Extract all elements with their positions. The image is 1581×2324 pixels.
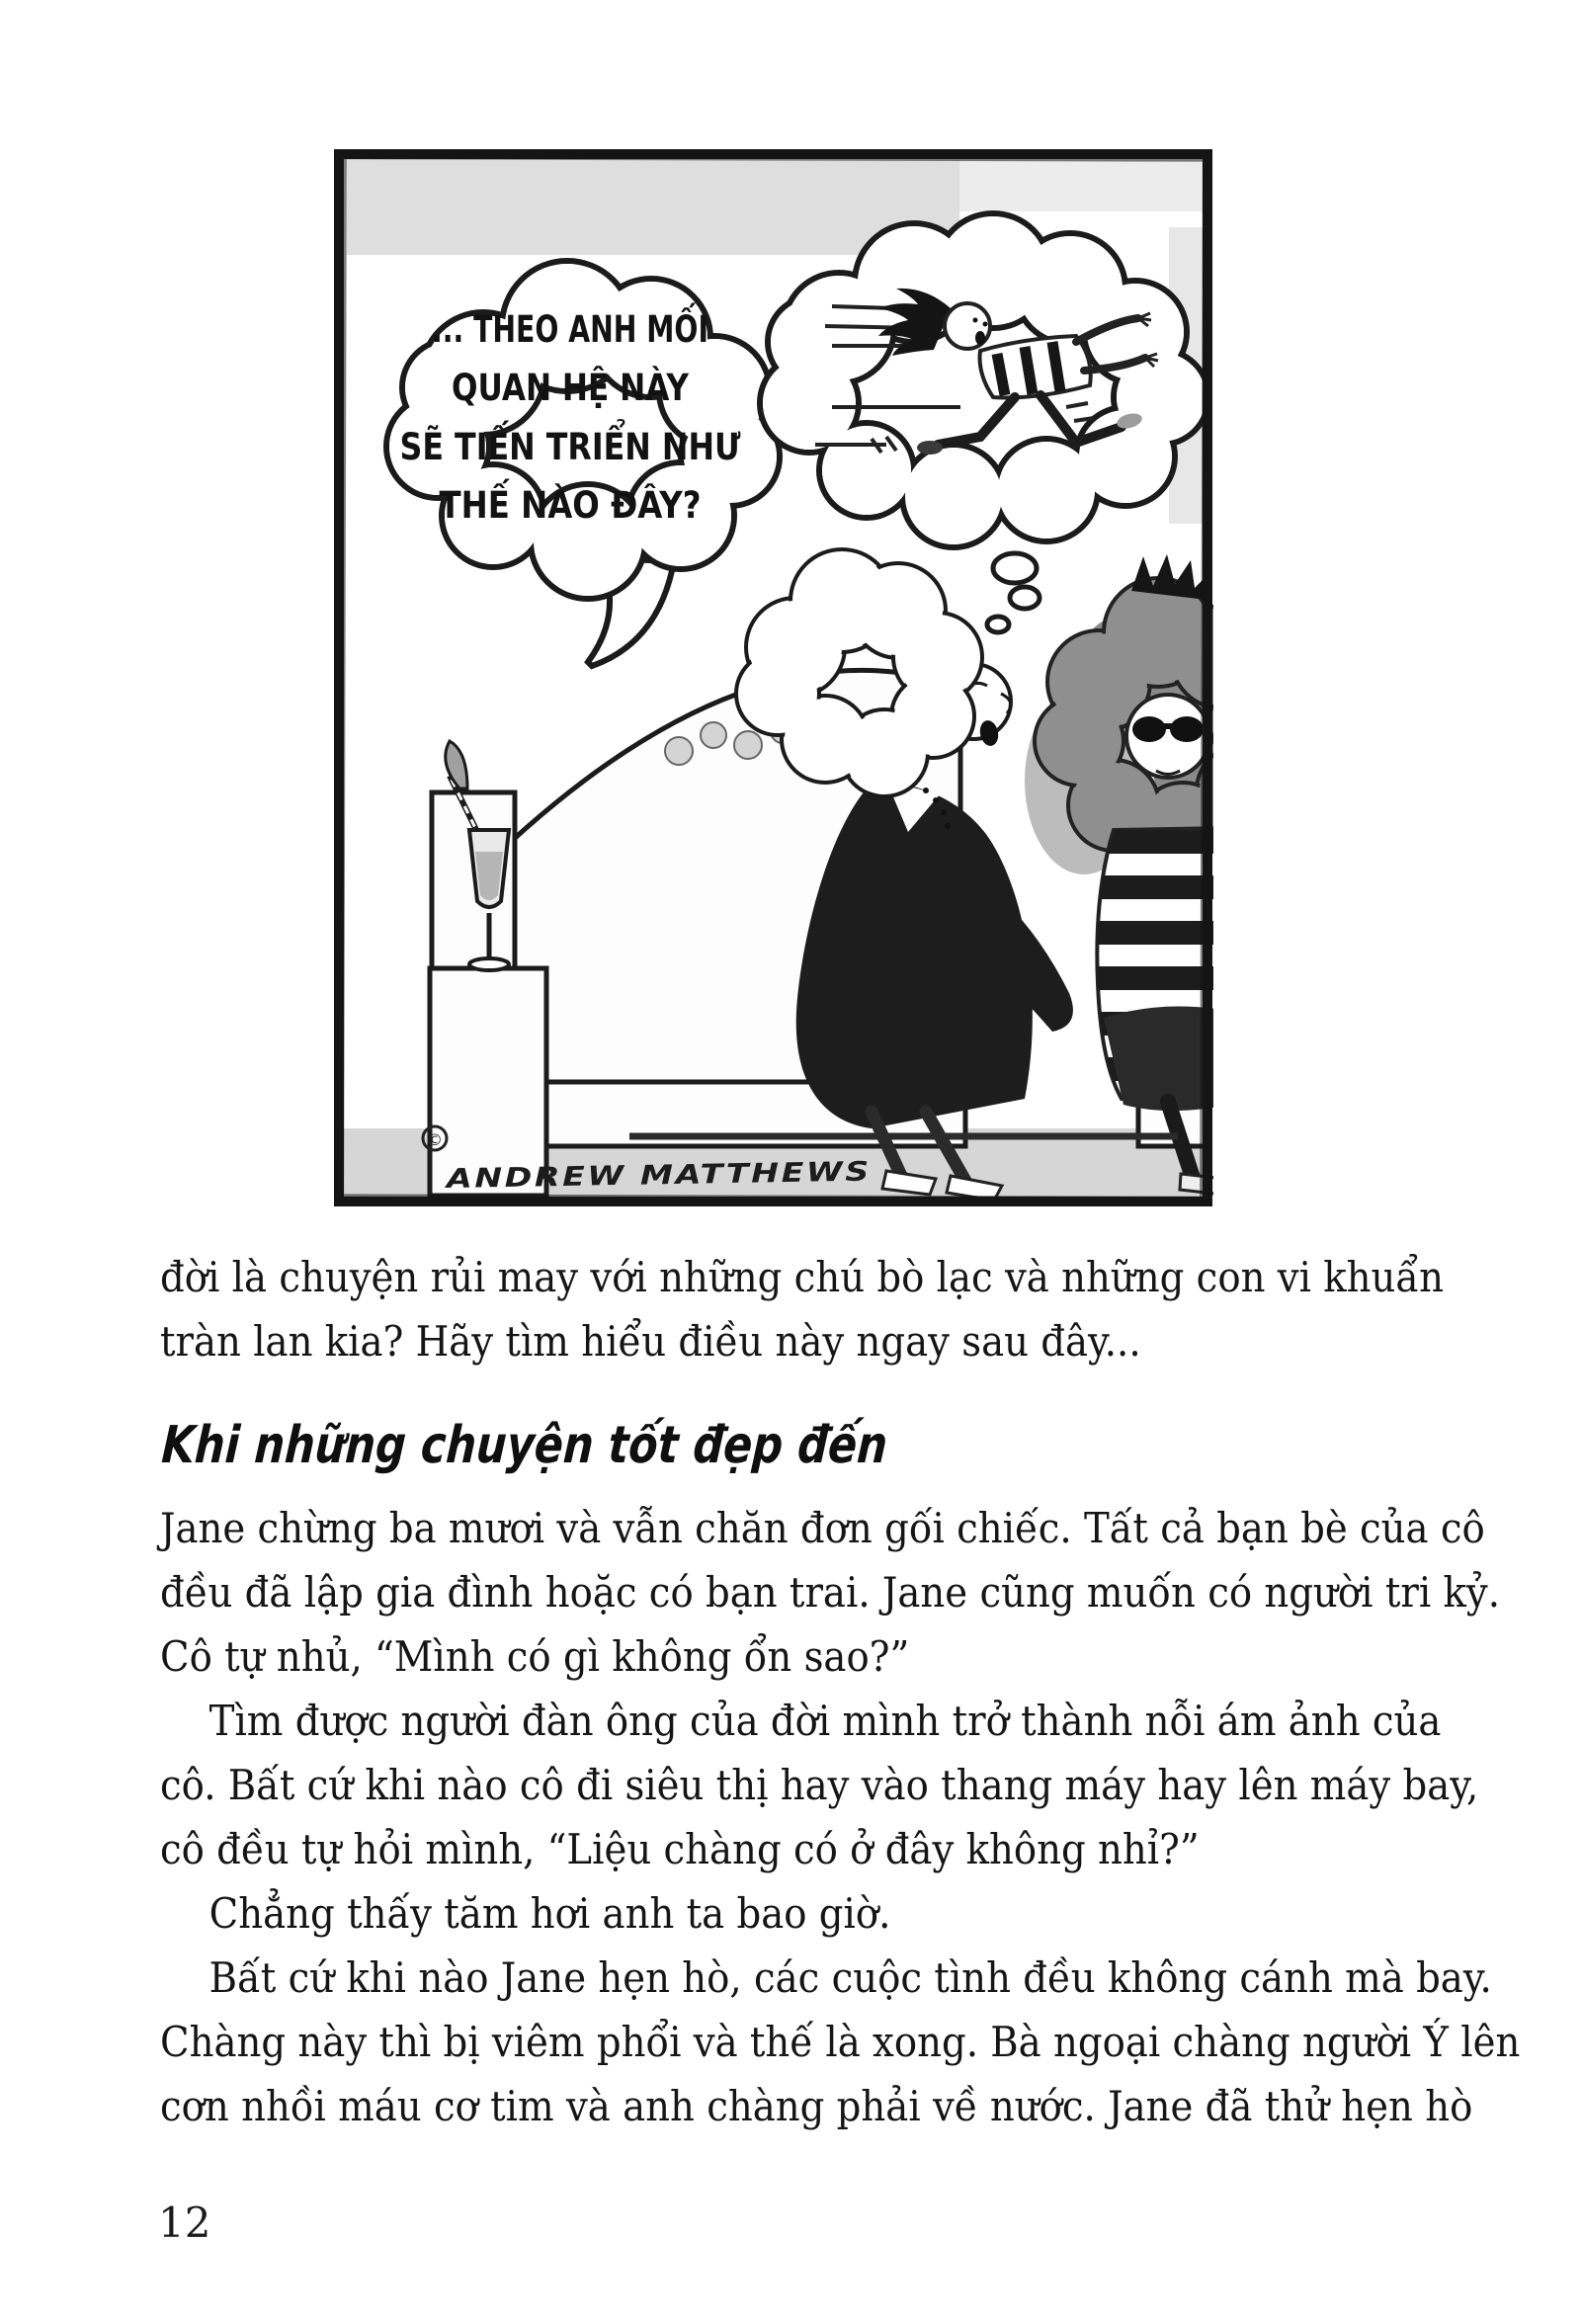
body-line: đời là chuyện rủi may với những chú bò lạc và những con vi khuẩn: [160, 1253, 1444, 1301]
body-line: cô đều tự hỏi mình, “Liệu chàng có ở đây không nhỉ?”: [160, 1825, 1200, 1873]
wall-shading: [959, 160, 1203, 211]
page-number: 12: [158, 2199, 211, 2247]
copyright-symbol: ©: [427, 1130, 443, 1149]
cartoon-illustration: [333, 148, 1213, 1207]
body-line: Bất cứ khi nào Jane hẹn hò, các cuộc tình đều không cánh mà bay.: [208, 1953, 1492, 2002]
speech-line-4: THẾ NÀO ĐÂY?: [439, 484, 739, 527]
body-line: Cô tự nhủ, “Mình có gì không ổn sao?”: [160, 1632, 910, 1681]
body-line: Tìm được người đàn ông của đời mình trở thành nỗi ám ảnh của: [208, 1697, 1442, 1745]
side-table: [430, 968, 546, 1196]
cartoon-svg: [333, 148, 1213, 1207]
body-line: tràn lan kia? Hãy tìm hiểu điều này ngay sau đây...: [160, 1317, 1141, 1366]
running-man-mouth: [975, 331, 985, 345]
body-line: cơn nhồi máu cơ tim và anh chàng phải về nước. Jane đã thử hẹn hò: [160, 2082, 1473, 2130]
body-line: đều đã lập gia đình hoặc có bạn trai. Jane cũng muốn có người tri kỷ.: [160, 1568, 1500, 1617]
body-line: Chàng này thì bị viêm phổi và thế là xong. Bà ngoại chàng người Ý lên: [160, 2018, 1521, 2066]
section-heading: Khi những chuyện tốt đẹp đến: [160, 1416, 889, 1475]
signature-text: ANDREW MATTHEWS: [446, 1157, 790, 1195]
speech-line-2: QUAN HỆ NÀY: [452, 367, 733, 409]
page-text: [160, 1245, 1521, 2138]
body-line: cô. Bất cứ khi nào cô đi siêu thị hay vào thang máy hay lên máy bay,: [160, 1761, 1479, 1809]
body-line: Jane chừng ba mươi và vẫn chăn đơn gối chiếc. Tất cả bạn bè của cô: [160, 1504, 1485, 1552]
speech-line-1: ... THEO ANH MỐI: [432, 308, 794, 351]
wall-shading: [347, 160, 959, 255]
body-line: Chẳng thấy tăm hơi anh ta bao giờ.: [208, 1889, 891, 1938]
speech-line-3: SẼ TIẾN TRIỂN NHƯ: [399, 426, 797, 468]
